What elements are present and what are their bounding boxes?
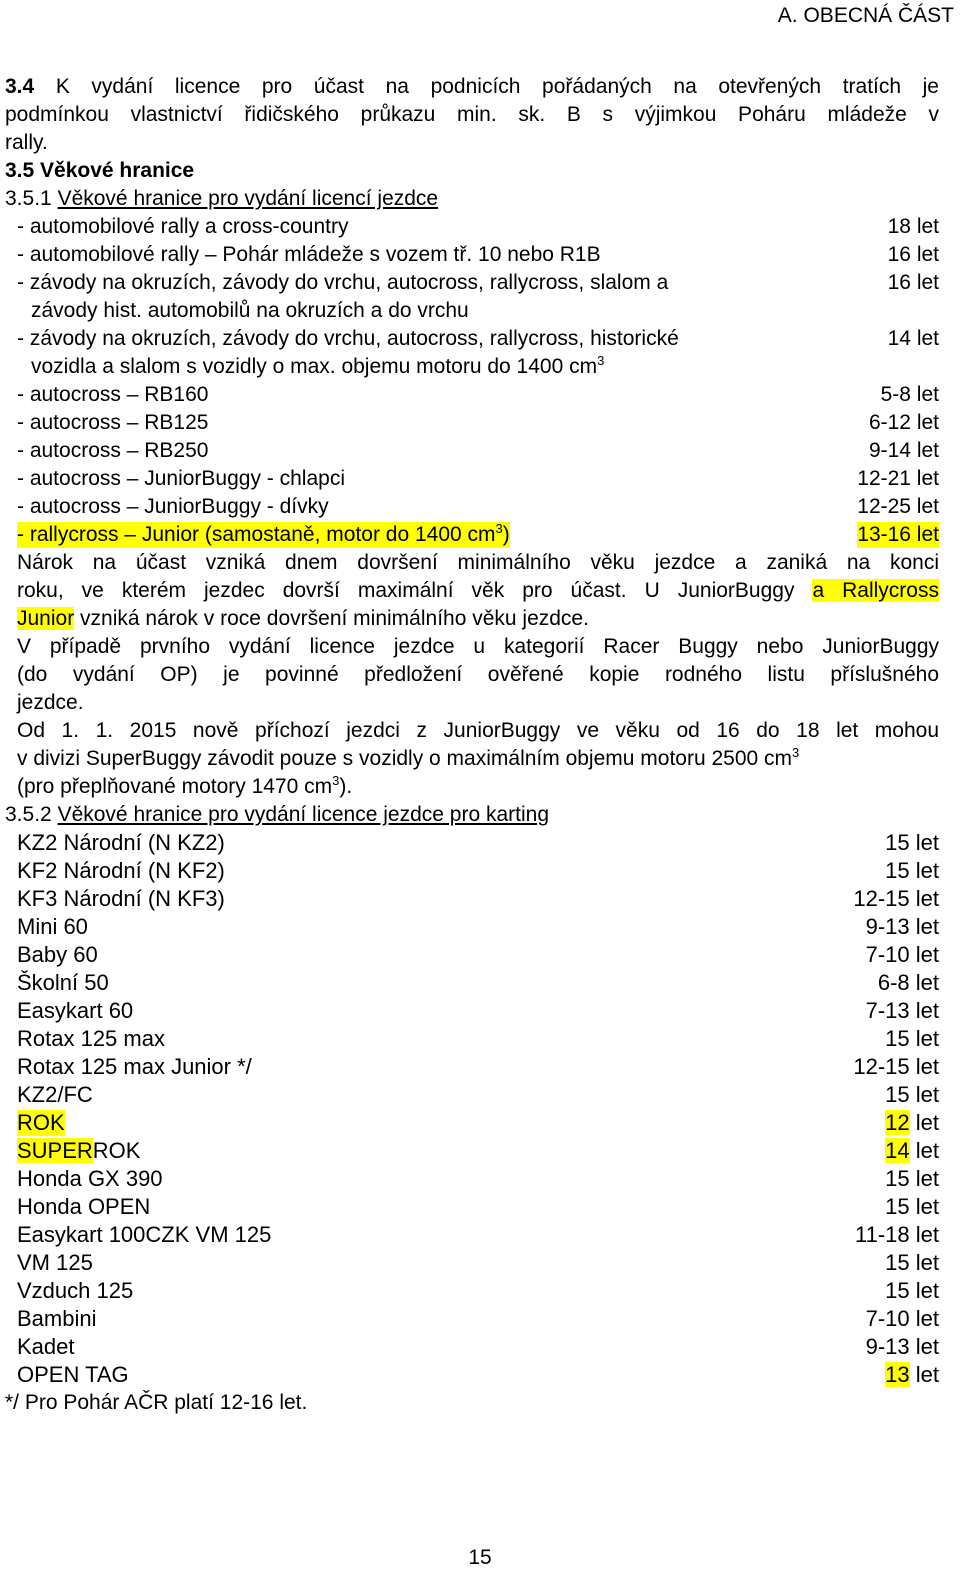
rallycross-junior-age: 13-16 let — [857, 523, 939, 546]
row-age: 16 let — [887, 243, 939, 266]
row-age: 18 let — [887, 215, 939, 238]
row-age: 9-14 let — [868, 439, 939, 462]
row-age: 5-8 let — [880, 383, 939, 406]
row-label: - závody na okruzích, závody do vrchu, autocross, rallycross, slalom a — [17, 271, 669, 294]
row-label: - automobilové rally – Pohár mládeže s vozem tř. 10 nebo R1B — [17, 243, 601, 266]
s34-line2: podmínkou vlastnictví řidičského průkazu min. sk. B s výjimkou Poháru mládeže v — [5, 103, 939, 126]
para1-line3: Junior vzniká nárok v roce dovršení minimálního věku jezdce. — [17, 607, 589, 630]
s34-number: 3.4 — [5, 75, 35, 98]
s34-line1 — [5, 74, 939, 100]
s352-heading — [5, 802, 960, 828]
para2-line2: (do vydání OP) je povinné předložení ověřené kopie rodného listu příslušného — [17, 663, 939, 686]
row-age: 12-21 let — [857, 467, 939, 490]
footnote: */ Pro Pohár AČR platí 12-16 let. — [5, 1391, 308, 1414]
rallycross-junior-label: - rallycross – Junior (samostaně, motor do 1400 $cm^3$) — [17, 521, 510, 546]
para2-line3: jezdce. — [17, 691, 84, 714]
row-age: 14 let — [887, 327, 939, 350]
s35-title: 3.5 Věkové hranice — [5, 159, 195, 182]
row-label: - závody na okruzích, závody do vrchu, autocross, rallycross, historické — [17, 327, 679, 350]
s351-heading — [5, 186, 960, 212]
para1-line1: Nárok na účast vzniká dnem dovršení minimálního věku jezdce a zaniká na konci — [17, 551, 939, 574]
s351-title: Věkové hranice pro vydání licencí jezdce — [57, 187, 439, 210]
row-label: - autocross – RB125 — [17, 411, 209, 434]
para1-line2: roku, ve kterém jezdec dovrší maximální věk pro účast. U JuniorBuggy a Rallycross — [17, 579, 939, 602]
row-label: - autocross – JuniorBuggy - chlapci — [17, 467, 345, 490]
row-label-cont: vozidla a slalom s vozidly o max. objemu motoru do 1400 $cm^3$ — [31, 353, 605, 378]
para3-line1: Od 1. 1. 2015 nově příchozí jezdci z JuniorBuggy ve věku od 16 do 18 let mohou — [17, 719, 939, 742]
para2-line1: V případě prvního vydání licence jezdce u kategorií Racer Buggy nebo JuniorBuggy — [17, 635, 939, 658]
row-age: 12-25 let — [857, 495, 939, 518]
s34-text-1: K vydání licence pro účast na podnicích pořádaných na otevřených tratích je — [55, 75, 939, 98]
row-label: - automobilové rally a cross-country — [17, 215, 349, 238]
s352-title: Věkové hranice pro vydání licence jezdce pro karting — [57, 803, 550, 826]
page-number: 15 — [468, 1546, 492, 1569]
s351-number: 3.5.1 — [5, 187, 52, 210]
row-label: - autocross – RB250 — [17, 439, 209, 462]
row-age: 16 let — [887, 271, 939, 294]
row-label: - autocross – RB160 — [17, 383, 209, 406]
chapter-header: A. OBECNÁ ČÁST — [777, 4, 954, 27]
para3-line3: (pro přeplňované motory 1470 $cm^3$). — [17, 773, 353, 798]
row-label: - autocross – JuniorBuggy - dívky — [17, 495, 329, 518]
s34-line3: rally. — [5, 131, 48, 154]
para3-line2: v divizi SuperBuggy závodit pouze s vozidly o maximálním objemu motoru 2500 $cm^3$ — [17, 745, 800, 770]
para1-highlight: a Rallycross — [812, 579, 939, 602]
s352-number: 3.5.2 — [5, 803, 52, 826]
row-age: 6-12 let — [868, 411, 939, 434]
row-label-cont: závody hist. automobilů na okruzích a do vrchu — [31, 299, 469, 322]
